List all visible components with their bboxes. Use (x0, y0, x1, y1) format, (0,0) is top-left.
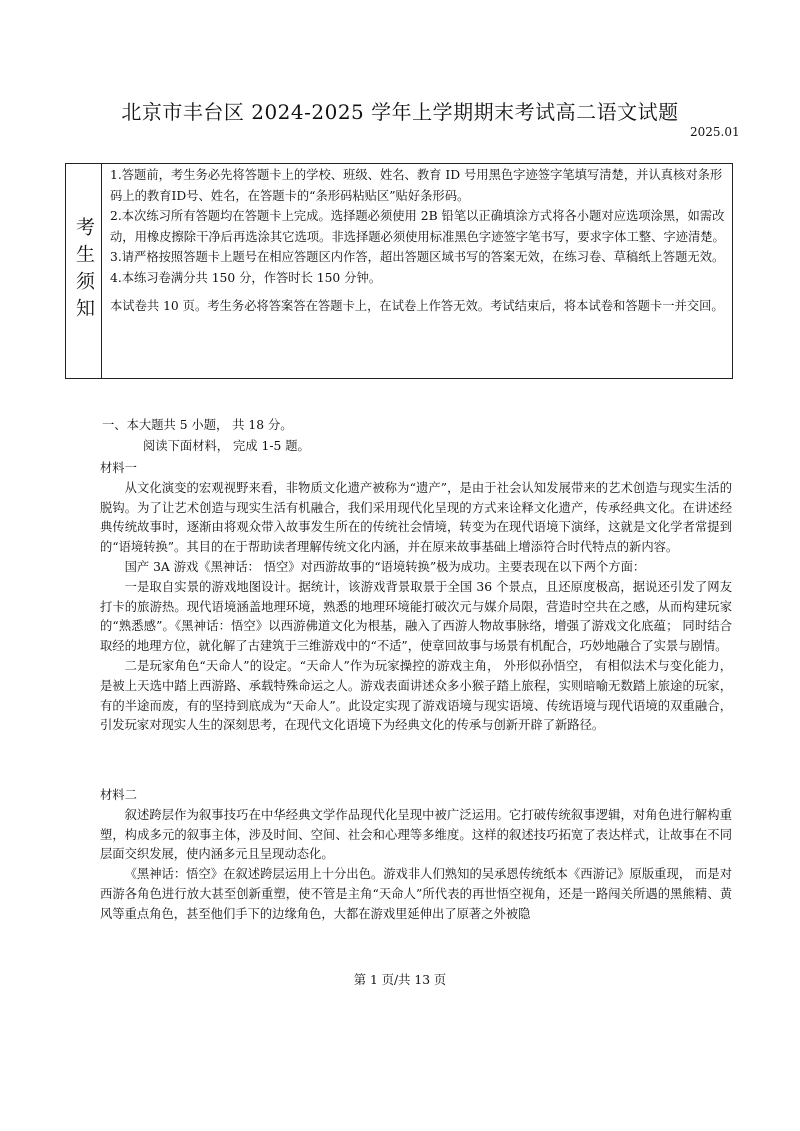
page-number: 第 1 页/共 13 页 (353, 973, 447, 987)
notice-label-cell (66, 164, 102, 378)
paragraph: 《黑神话：悟空》在叙述跨层运用上十分出色。游戏非人们熟知的吴承恩传统纸本《西游记》原版重现， 而是对西游各角色进行放大甚至创新重塑，使不管是主角“天命人”所代表的再世悟空视角，还是一路闯关所遇的黑熊精、黄风等重点角色，甚至他们手下的边缘角色，大都在游戏里延伸出了原著之外被隐 (100, 867, 732, 921)
material-two (100, 786, 732, 925)
paragraph: 二是玩家角色“天命人”的设定。“天命人”作为玩家操控的游戏主角， 外形似孙悟空， 有相似法术与变化能力，是被上天选中踏上西游路、承载特殊命运之人。游戏表面讲述众多小猴子踏上旅程，实则暗喻无数踏上旅途的玩家，有的半途而废，有的坚持到底成为“天命人”。此设定实现了游戏语境与现实语境、传统语境与现代语境的双重融合， 引发玩家对现实人生的深刻思考，在现代文化语境下为经典文化的传承与创新开辟了新路径。 (100, 658, 732, 733)
material-two-title: 材料二 (100, 788, 137, 802)
notice-item: 1.答题前，考生务必先将答题卡上的学校、班级、姓名、教育 ID 号用黑色字迹签字笔填写清楚，并认真核对条形码上的教育ID号、姓名，在答题卡的“条形码粘贴区”贴好条形码。 (110, 168, 723, 203)
notice-item: 2.本次练习所有答题均在答题卡上完成。选择题必须使用 2B 铅笔以正确填涂方式将各小题对应选项涂黑，如需改动，用橡皮擦除干净后再选涂其它选项。非选择题必须使用标准黑色字迹签字笔书写，要求字体工整、字迹清楚。 (110, 209, 725, 244)
notice-item: 3.请严格按照答题卡上题号在相应答题区内作答，超出答题区域书写的答案无效，在练习卷、草稿纸上答题无效。 (110, 250, 725, 265)
section-heading: 一、本大题共 5 小题， 共 18 分。 (102, 418, 293, 432)
paragraph: 叙述跨层作为叙事技巧在中华经典文学作品现代化呈现中被广泛运用。它打破传统叙事逻辑，对角色进行解构重塑，构成多元的叙事主体，涉及时间、空间、社会和心理等多维度。这样的叙述技巧拓宽了表达样式，让故事在不同层面交织发展，使内涵多元且呈现动态化。 (100, 807, 732, 862)
notice-extra: 本试卷共 10 页。考生务必将答案答在答题卡上，在试卷上作答无效。考试结束后，将本试卷和答题卡一并交回。 (110, 298, 724, 313)
material-one (100, 459, 732, 736)
paragraph: 国产 3A 游戏《黑神话： 悟空》对西游故事的“语境转换”极为成功。主要表现在以下两个方面： (124, 559, 646, 574)
notice-item: 4.本练习卷满分共 150 分，作答时长 150 分钟。 (110, 270, 382, 285)
material-one-title: 材料一 (100, 461, 137, 475)
notice-label: 考生须知 (73, 217, 95, 325)
notice-box (65, 163, 733, 379)
section-instruction: 阅读下面材料， 完成 1-5 题。 (143, 439, 310, 453)
notice-body (110, 165, 726, 316)
paragraph: 一是取自实景的游戏地图设计。据统计，该游戏背景取景于全国 36 个景点，且还原度极高，据说还引发了网友打卡的旅游热。现代语境涵盖地理环境，熟悉的地理环境能打破次元与媒介局限，营造时空共在之感，从而构建玩家的“熟悉感”。《黑神话：悟空》以西游佛道文化为根基，融入了西游人物故事脉络，增强了游戏文化底蕴； 同时结合取经的地理方位，就化解了古建筑于三维游戏中的“不适”，使章回故事与场景有机配合，巧妙地融合了实景与剧情。 (100, 579, 732, 654)
paragraph: 从文化演变的宏观视野来看，非物质文化遗产被称为“遗产”，是由于社会认知发展带来的艺术创造与现实生活的脱钩。为了让艺术创造与现实生活有机融合，我们采用现代化呈现的方式来诠释文化遗产，传承经典文化。在讲述经典传统故事时，逐渐由将观众带入故事发生所在的传统社会情境，转变为在现代语境下演绎，这就是文化学者常提到的“语境转换”。其目的在于帮助读者理解传统文化内涵，并在原来故事基础上增添符合时代特点的新内容。 (100, 480, 732, 555)
exam-date: 2025.01 (690, 125, 740, 139)
page-title: 北京市丰台区 2024-2025 学年上学期期末考试高二语文试题 (121, 100, 679, 124)
